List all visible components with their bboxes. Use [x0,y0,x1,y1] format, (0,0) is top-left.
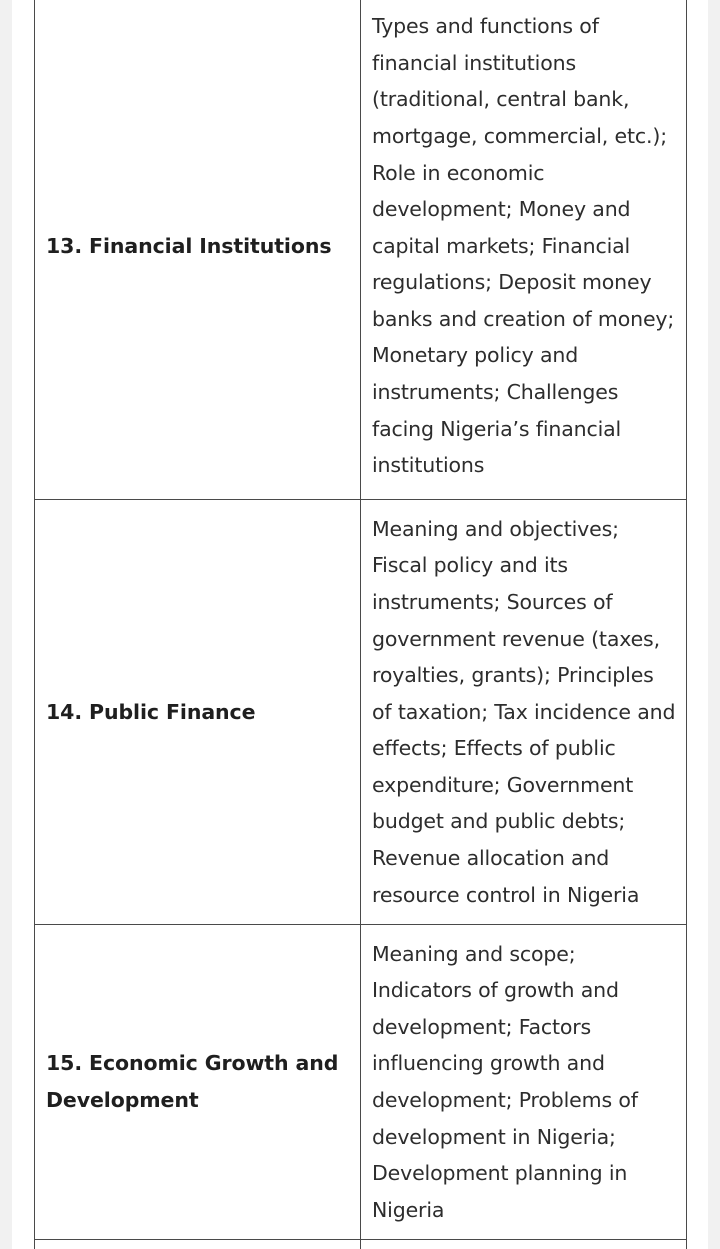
topic-title: 15. Economic Growth and Development [46,1051,339,1112]
content-cell [361,500,687,925]
table-row [35,500,687,925]
topic-title: 14. Public Finance [46,699,256,724]
syllabus-table [34,0,687,1249]
content-cell [361,925,687,1240]
table-row-partial [35,1240,687,1249]
topic-cell [35,0,361,500]
page-margin-right [708,0,720,1249]
content-cell [361,0,687,500]
topic-title: 13. Financial Institutions [46,233,332,258]
table-row [35,0,687,500]
topic-cell [35,500,361,925]
table-row [35,925,687,1240]
topic-cell [35,925,361,1240]
topic-content: Meaning and objectives; Fiscal policy and its instruments; Sources of government revenue (taxes, royalties, grants); Principles of taxation; Tax incidence and effects; Effects of public expenditure; Government budget and public debts; Revenue allocation and resource control in Nigeria [372,516,676,907]
topic-content: Types and functions of financial institutions (traditional, central bank, mortgage, commercial, etc.); Role in economic development; Money and capital markets; Financial regulations; Deposit money banks and creation of money; Monetary policy and instruments; Challenges facing Nigeria’s financial institutions [372,14,675,478]
content-cell-empty [361,1240,687,1249]
topic-cell-empty [35,1240,361,1249]
page-margin-left [0,0,12,1249]
topic-content: Meaning and scope; Indicators of growth and development; Factors influencing growth and development; Problems of development in Nigeria; Development planning in Nigeria [372,941,638,1222]
